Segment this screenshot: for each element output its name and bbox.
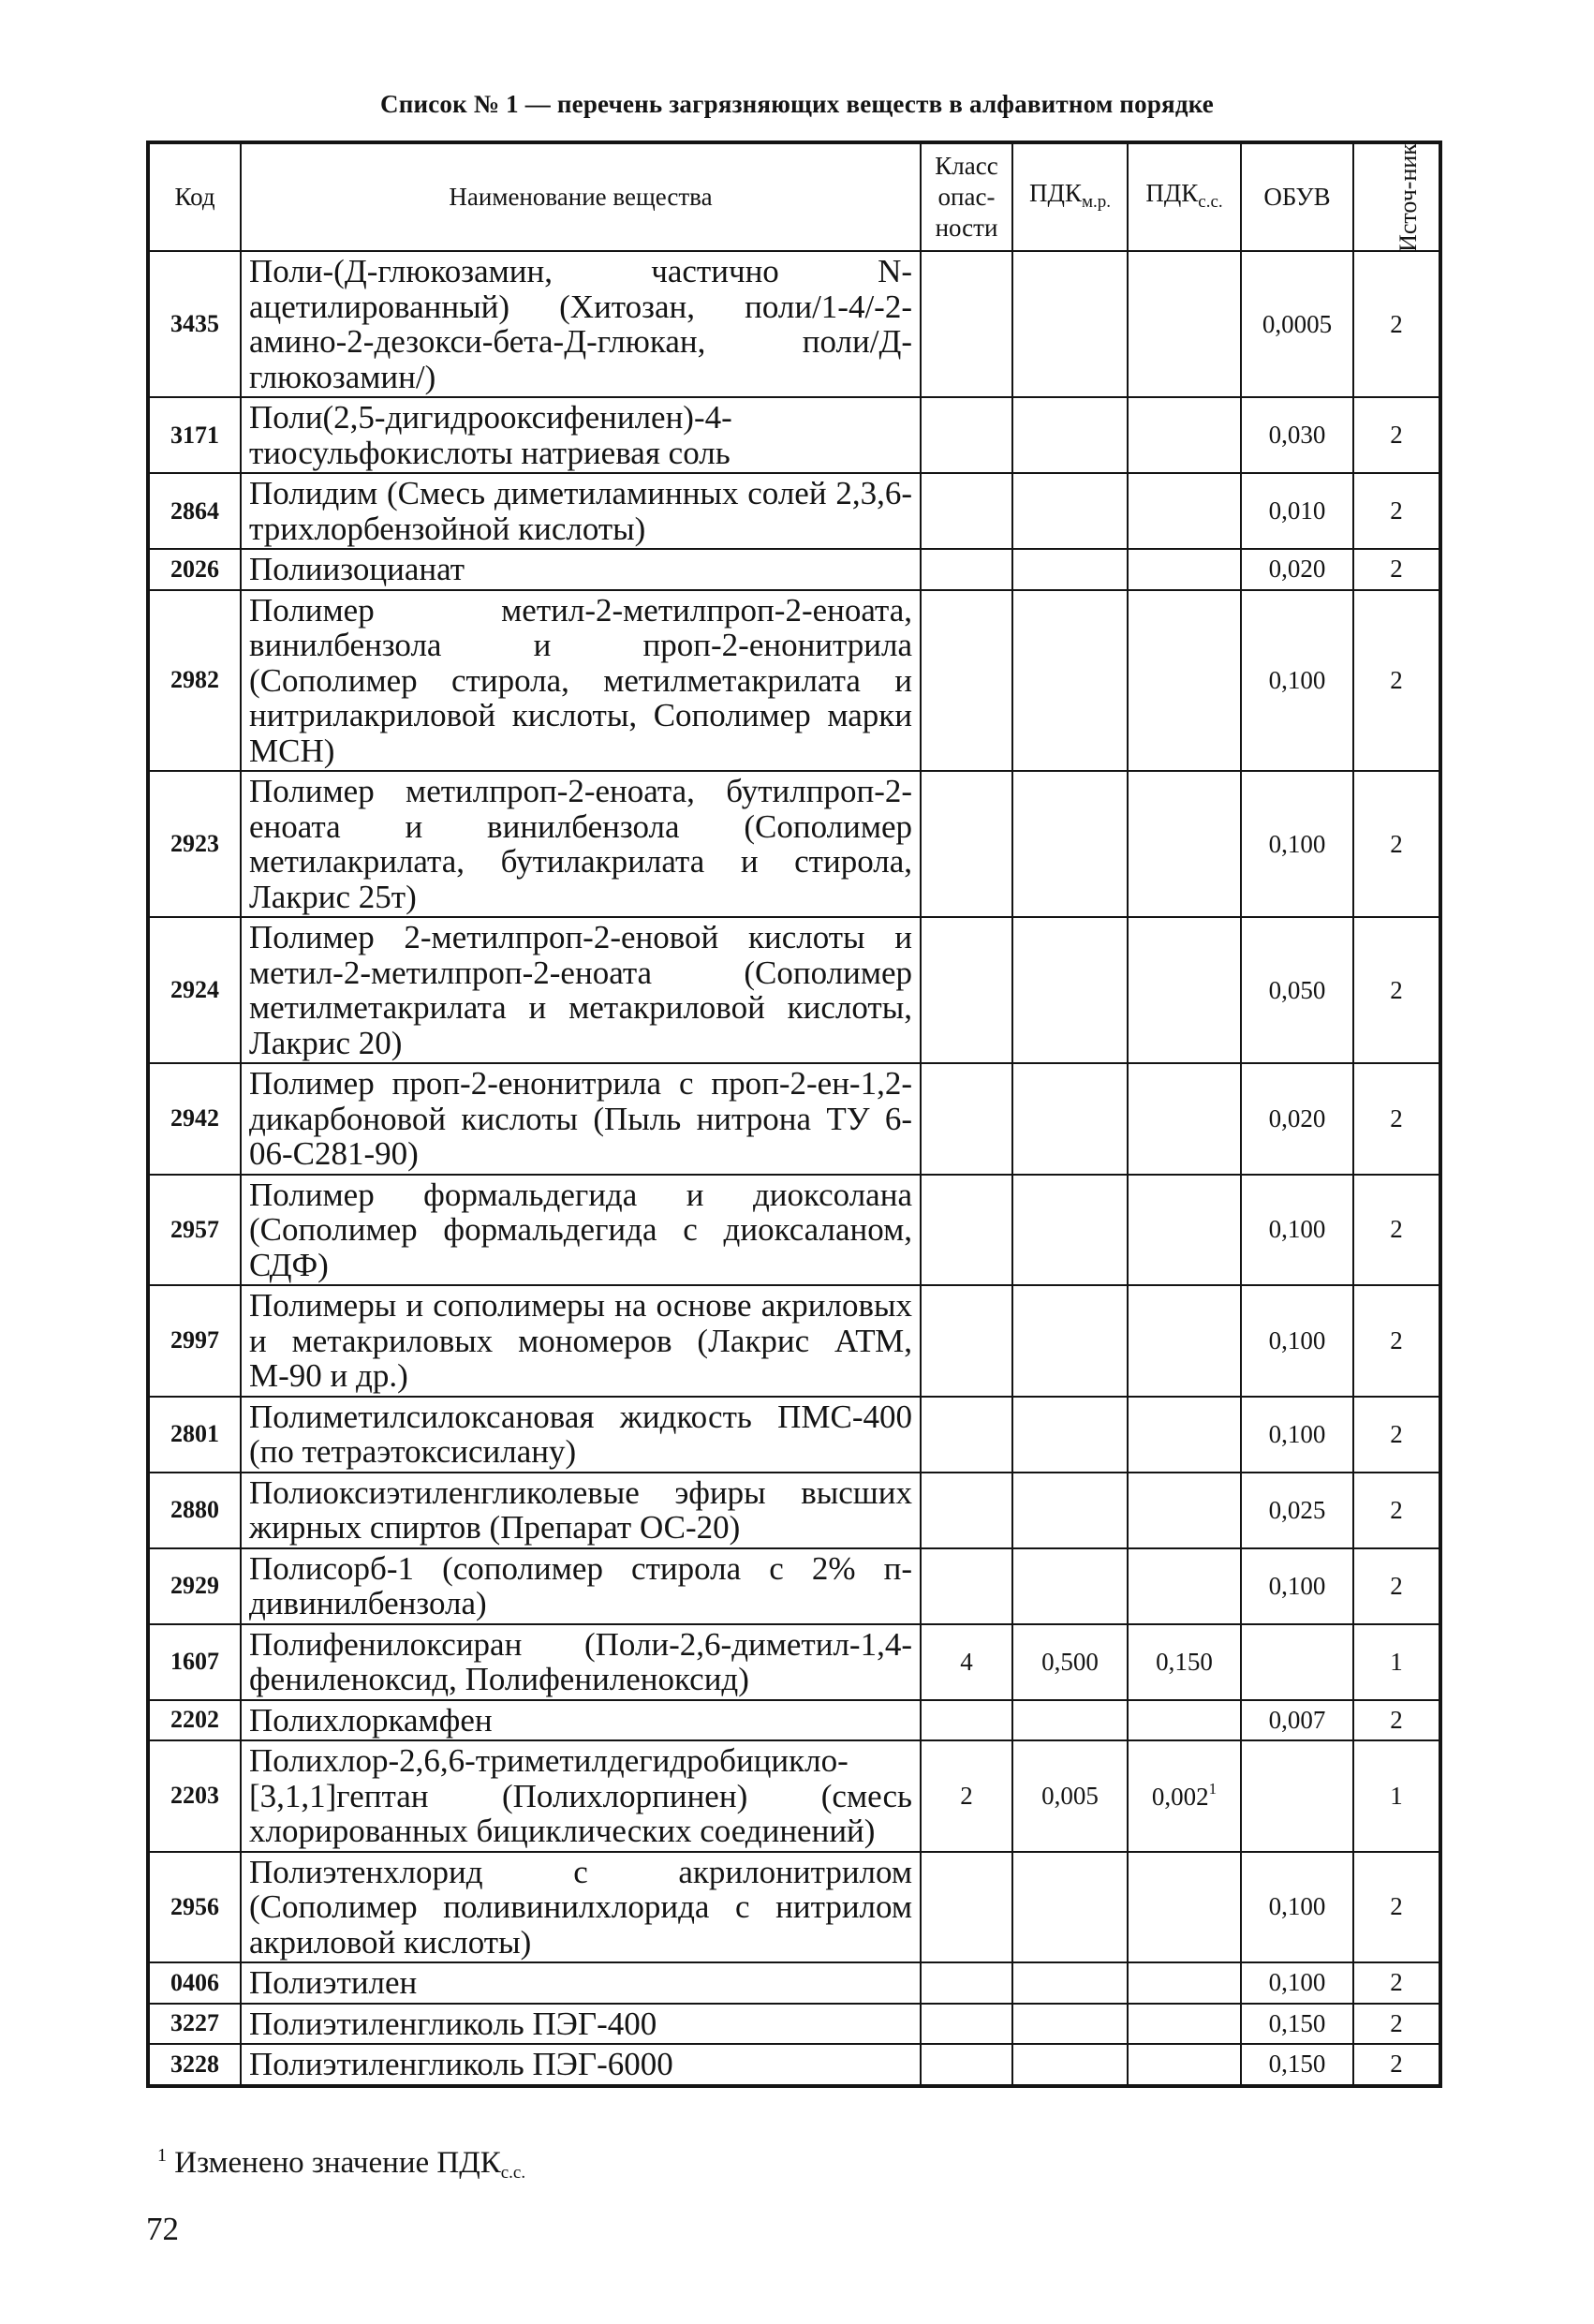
cell-name: Полидим (Смесь диметиламинных солей 2,3,6-трихлорбензойной кислоты) xyxy=(241,473,921,549)
cell-class xyxy=(921,473,1012,549)
cell-obuv: 0,025 xyxy=(1241,1473,1353,1548)
cell-source: 2 xyxy=(1353,917,1440,1063)
cell-code: 2203 xyxy=(148,1740,241,1852)
cell-class xyxy=(921,397,1012,473)
cell-class xyxy=(921,771,1012,917)
cell-name: Полимер метилпроп-2-еноата, бутилпроп-2-еноата и винилбензола (Сополимер метилакрилата, бутилакрилата и стирола, Лакрис 25т) xyxy=(241,771,921,917)
cell-code: 2942 xyxy=(148,1063,241,1175)
cell-code: 2923 xyxy=(148,771,241,917)
cell-obuv: 0,010 xyxy=(1241,473,1353,549)
substances-table xyxy=(146,141,1442,2088)
table-row xyxy=(148,1962,1440,2004)
cell-pdk-mr xyxy=(1012,917,1128,1063)
cell-obuv: 0,030 xyxy=(1241,397,1353,473)
header-name: Наименование вещества xyxy=(241,142,921,251)
cell-name: Полимеры и сополимеры на основе акриловых и метакриловых мономеров (Лакрис АТМ, М-90 и др.) xyxy=(241,1285,921,1397)
table-header-row xyxy=(148,142,1440,251)
cell-source: 1 xyxy=(1353,1624,1440,1700)
footnote-text: Изменено значение ПДК xyxy=(174,2146,501,2180)
header-pdk-ss-base: ПДК xyxy=(1145,178,1199,207)
cell-code: 3227 xyxy=(148,2004,241,2045)
cell-source: 2 xyxy=(1353,1063,1440,1175)
cell-pdk-mr xyxy=(1012,1700,1128,1741)
cell-pdk-ss-value: 0,002 xyxy=(1151,1783,1209,1812)
cell-source: 2 xyxy=(1353,2004,1440,2045)
cell-name: Полимер 2-метилпроп-2-еновой кислоты и метил-2-метилпроп-2-еноата (Сополимер метилметакрилата и метакриловой кислоты, Лакрис 20) xyxy=(241,917,921,1063)
header-class xyxy=(921,142,1012,251)
table-body xyxy=(148,251,1440,2086)
cell-obuv: 0,100 xyxy=(1241,1285,1353,1397)
cell-pdk-ss xyxy=(1128,1740,1241,1852)
header-pdk-ss xyxy=(1128,142,1241,251)
cell-source: 2 xyxy=(1353,473,1440,549)
cell-class xyxy=(921,1473,1012,1548)
cell-code: 0406 xyxy=(148,1962,241,2004)
cell-obuv: 0,020 xyxy=(1241,1063,1353,1175)
cell-pdk-ss xyxy=(1128,1548,1241,1624)
cell-pdk-mr xyxy=(1012,2004,1128,2045)
cell-code: 2982 xyxy=(148,590,241,772)
cell-name: Полиизоцианат xyxy=(241,549,921,590)
cell-pdk-mr xyxy=(1012,1852,1128,1963)
cell-code: 2864 xyxy=(148,473,241,549)
table-row xyxy=(148,917,1440,1063)
cell-obuv: 0,100 xyxy=(1241,1397,1353,1473)
cell-name: Поли-(Д-глюкозамин, частично N-ацетилированный) (Хитозан, поли/1-4/-2-амино-2-дезокси-бета-Д-глюкан, поли/Д-глюкозамин/) xyxy=(241,251,921,397)
cell-name: Полисорб-1 (сополимер стирола с 2% п-дивинилбензола) xyxy=(241,1548,921,1624)
cell-code: 2956 xyxy=(148,1852,241,1963)
cell-name: Полиметилсилоксановая жидкость ПМС-400 (по тетраэтоксисилану) xyxy=(241,1397,921,1473)
cell-obuv: 0,050 xyxy=(1241,917,1353,1063)
table-row xyxy=(148,1397,1440,1473)
footnote-ref-mark: 1 xyxy=(1208,1780,1218,1799)
cell-pdk-ss xyxy=(1128,1852,1241,1963)
cell-pdk-mr xyxy=(1012,590,1128,772)
cell-source: 2 xyxy=(1353,1473,1440,1548)
cell-class xyxy=(921,1852,1012,1963)
cell-obuv: 0,100 xyxy=(1241,1175,1353,1286)
cell-pdk-mr xyxy=(1012,2044,1128,2086)
cell-source: 2 xyxy=(1353,1175,1440,1286)
cell-obuv: 0,150 xyxy=(1241,2004,1353,2045)
cell-obuv: 0,100 xyxy=(1241,1852,1353,1963)
cell-class xyxy=(921,1175,1012,1286)
cell-pdk-mr xyxy=(1012,1473,1128,1548)
header-pdk-ss-sub: с.с. xyxy=(1198,191,1223,212)
cell-obuv: 0,100 xyxy=(1241,590,1353,772)
page-number: 72 xyxy=(146,2211,179,2247)
cell-pdk-ss xyxy=(1128,771,1241,917)
cell-name: Полифенилоксиран (Поли-2,6-диметил-1,4-фениленоксид, Полифениленоксид) xyxy=(241,1624,921,1700)
cell-code: 3171 xyxy=(148,397,241,473)
cell-source: 2 xyxy=(1353,771,1440,917)
table-row xyxy=(148,1473,1440,1548)
cell-class: 4 xyxy=(921,1624,1012,1700)
table-row xyxy=(148,590,1440,772)
cell-pdk-ss xyxy=(1128,1473,1241,1548)
cell-pdk-mr xyxy=(1012,251,1128,397)
cell-code: 3435 xyxy=(148,251,241,397)
cell-name: Полихлоркамфен xyxy=(241,1700,921,1741)
cell-pdk-mr xyxy=(1012,1175,1128,1286)
header-code: Код xyxy=(148,142,241,251)
cell-source: 2 xyxy=(1353,2044,1440,2086)
cell-pdk-mr xyxy=(1012,397,1128,473)
header-source xyxy=(1353,142,1440,251)
cell-code: 2202 xyxy=(148,1700,241,1741)
cell-pdk-ss xyxy=(1128,2004,1241,2045)
footnote-sub: с.с. xyxy=(500,2163,526,2183)
table-row xyxy=(148,1624,1440,1700)
footnote-mark: 1 xyxy=(157,2145,167,2166)
cell-obuv: 0,020 xyxy=(1241,549,1353,590)
cell-code: 2026 xyxy=(148,549,241,590)
cell-pdk-ss xyxy=(1128,549,1241,590)
cell-pdk-ss xyxy=(1128,1285,1241,1397)
cell-code: 2957 xyxy=(148,1175,241,1286)
header-class-line1: Класс xyxy=(935,152,998,180)
table-row xyxy=(148,771,1440,917)
cell-obuv xyxy=(1241,1740,1353,1852)
cell-code: 2880 xyxy=(148,1473,241,1548)
header-class-line3: ности xyxy=(935,214,998,242)
cell-class xyxy=(921,590,1012,772)
table-row xyxy=(148,397,1440,473)
cell-source: 2 xyxy=(1353,1285,1440,1397)
cell-source: 2 xyxy=(1353,1548,1440,1624)
cell-pdk-ss xyxy=(1128,917,1241,1063)
cell-name: Полимер формальдегида и диоксолана (Сополимер формальдегида с диоксаланом, СДФ) xyxy=(241,1175,921,1286)
cell-pdk-ss xyxy=(1128,397,1241,473)
cell-pdk-ss-wrap xyxy=(1151,1780,1218,1812)
cell-class xyxy=(921,2044,1012,2086)
table-row xyxy=(148,1740,1440,1852)
cell-source: 2 xyxy=(1353,251,1440,397)
cell-obuv: 0,007 xyxy=(1241,1700,1353,1741)
cell-pdk-ss xyxy=(1128,251,1241,397)
header-obuv: ОБУВ xyxy=(1241,142,1353,251)
cell-pdk-ss xyxy=(1128,1175,1241,1286)
table-row xyxy=(148,251,1440,397)
header-pdk-mr-sub: м.р. xyxy=(1081,191,1111,212)
cell-pdk-mr xyxy=(1012,549,1128,590)
header-class-line2: опас- xyxy=(937,183,996,211)
cell-name: Полихлор-2,6,6-триметилдегидробицикло-[3,1,1]гептан (Полихлорпинен) (смесь хлорированных бициклических соединений) xyxy=(241,1740,921,1852)
cell-obuv: 0,100 xyxy=(1241,771,1353,917)
cell-class xyxy=(921,1548,1012,1624)
cell-source: 2 xyxy=(1353,1852,1440,1963)
cell-class: 2 xyxy=(921,1740,1012,1852)
cell-class xyxy=(921,917,1012,1063)
cell-pdk-ss xyxy=(1128,1397,1241,1473)
table-row xyxy=(148,2004,1440,2045)
header-source-label: Источ-ник xyxy=(1394,143,1422,252)
cell-pdk-mr xyxy=(1012,1063,1128,1175)
cell-pdk-ss xyxy=(1128,1962,1241,2004)
cell-pdk-ss: 0,150 xyxy=(1128,1624,1241,1700)
page-title: Список № 1 — перечень загрязняющих веществ в алфавитном порядке xyxy=(380,90,1214,118)
cell-code: 2997 xyxy=(148,1285,241,1397)
cell-pdk-mr xyxy=(1012,1962,1128,2004)
table-row xyxy=(148,1063,1440,1175)
cell-source: 1 xyxy=(1353,1740,1440,1852)
cell-source: 2 xyxy=(1353,397,1440,473)
cell-obuv: 0,100 xyxy=(1241,1962,1353,2004)
footnote xyxy=(157,2145,525,2183)
header-pdk-mr-base: ПДК xyxy=(1029,178,1082,207)
cell-pdk-ss xyxy=(1128,590,1241,772)
table-row xyxy=(148,2044,1440,2086)
cell-name: Полиэтенхлорид с акрилонитрилом (Сополимер поливинилхлорида с нитрилом акриловой кислоты) xyxy=(241,1852,921,1963)
cell-pdk-mr xyxy=(1012,1397,1128,1473)
cell-pdk-ss xyxy=(1128,473,1241,549)
cell-source: 2 xyxy=(1353,1700,1440,1741)
cell-source: 2 xyxy=(1353,549,1440,590)
cell-code: 2929 xyxy=(148,1548,241,1624)
cell-obuv: 0,0005 xyxy=(1241,251,1353,397)
cell-class xyxy=(921,1962,1012,2004)
table-row xyxy=(148,1175,1440,1286)
cell-code: 1607 xyxy=(148,1624,241,1700)
cell-class xyxy=(921,2004,1012,2045)
cell-code: 2924 xyxy=(148,917,241,1063)
cell-pdk-mr xyxy=(1012,473,1128,549)
cell-name: Полиэтилен xyxy=(241,1962,921,2004)
table-row xyxy=(148,473,1440,549)
cell-name: Полимер проп-2-енонитрила с проп-2-ен-1,2-дикарбоновой кислоты (Пыль нитрона ТУ 6-06-С281-90) xyxy=(241,1063,921,1175)
cell-source: 2 xyxy=(1353,1962,1440,2004)
table-row xyxy=(148,549,1440,590)
cell-name: Полиоксиэтиленгликолевые эфиры высших жирных спиртов (Препарат ОС-20) xyxy=(241,1473,921,1548)
cell-pdk-mr xyxy=(1012,771,1128,917)
cell-pdk-ss xyxy=(1128,1700,1241,1741)
cell-pdk-ss xyxy=(1128,1063,1241,1175)
cell-name: Полиэтиленгликоль ПЭГ-6000 xyxy=(241,2044,921,2086)
cell-obuv: 0,100 xyxy=(1241,1548,1353,1624)
cell-pdk-mr xyxy=(1012,1285,1128,1397)
cell-pdk-mr: 0,005 xyxy=(1012,1740,1128,1852)
cell-pdk-ss xyxy=(1128,2044,1241,2086)
cell-class xyxy=(921,1063,1012,1175)
cell-code: 3228 xyxy=(148,2044,241,2086)
table-row xyxy=(148,1700,1440,1741)
cell-class xyxy=(921,1397,1012,1473)
cell-class xyxy=(921,549,1012,590)
cell-name: Полимер метил-2-метилпроп-2-еноата, винилбензола и проп-2-енонитрила (Сополимер стирола, метилметакрилата и нитрилакриловой кислоты, Сополимер марки МСН) xyxy=(241,590,921,772)
cell-class xyxy=(921,1285,1012,1397)
cell-source: 2 xyxy=(1353,1397,1440,1473)
cell-name: Полиэтиленгликоль ПЭГ-400 xyxy=(241,2004,921,2045)
cell-obuv: 0,150 xyxy=(1241,2044,1353,2086)
cell-code: 2801 xyxy=(148,1397,241,1473)
table-row xyxy=(148,1548,1440,1624)
table-row xyxy=(148,1285,1440,1397)
cell-class xyxy=(921,1700,1012,1741)
table-row xyxy=(148,1852,1440,1963)
cell-name: Поли(2,5-дигидрооксифенилен)-4-тиосульфокислоты натриевая соль xyxy=(241,397,921,473)
header-pdk-mr xyxy=(1012,142,1128,251)
cell-pdk-mr: 0,500 xyxy=(1012,1624,1128,1700)
cell-source: 2 xyxy=(1353,590,1440,772)
cell-class xyxy=(921,251,1012,397)
cell-pdk-mr xyxy=(1012,1548,1128,1624)
cell-obuv xyxy=(1241,1624,1353,1700)
